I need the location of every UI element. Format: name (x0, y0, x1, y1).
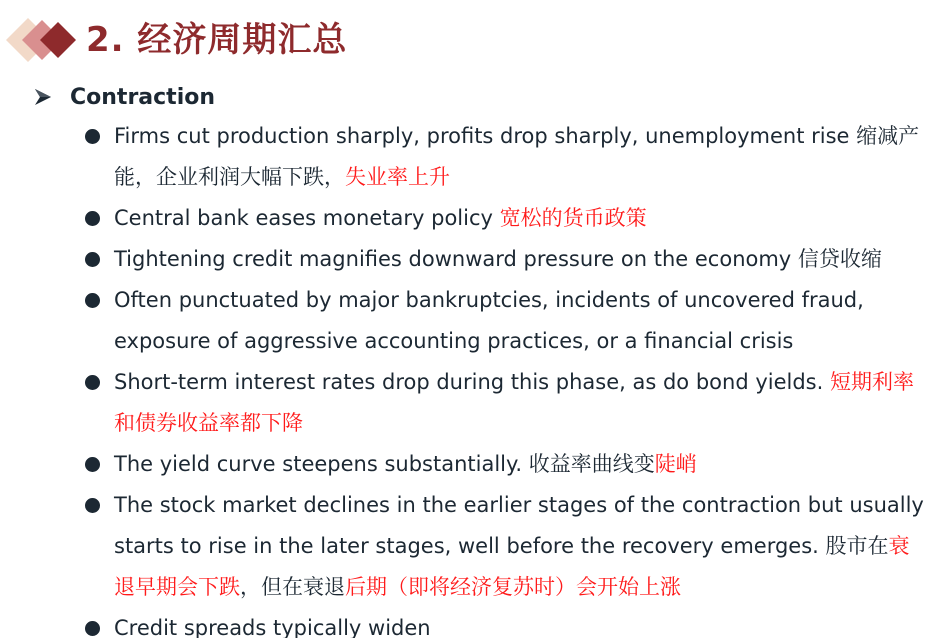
bullet-dot-icon (85, 252, 100, 267)
bullet-dot-icon (85, 293, 100, 308)
bullet-item (84, 608, 924, 638)
header (0, 8, 934, 72)
bullet-item (84, 198, 924, 239)
bullet-text (114, 288, 864, 353)
section-heading (34, 80, 215, 114)
body-text: The stock market declines in the earlier stages of the contraction but usually starts to rise in the later stages, well before the recovery emerges. 股市在 (114, 493, 924, 558)
highlight-text: 衰退早期会下跌 (114, 534, 910, 599)
bullet-dot-icon (85, 457, 100, 472)
body-text: ，但在衰退 (240, 575, 345, 599)
bullet-text (114, 206, 647, 230)
highlight-text: 短期利率和债券收益率都下降 (114, 370, 914, 435)
page-title: 2. 经济周期汇总 (86, 20, 348, 60)
section-label: Contraction (70, 84, 216, 110)
bullet-text (114, 493, 924, 599)
arrow-bullet-icon (34, 88, 52, 106)
highlight-text: 宽松的货币政策 (499, 206, 647, 230)
bullet-text (114, 616, 431, 638)
bullet-dot-icon (85, 621, 100, 636)
body-text: Often punctuated by major bankruptcies, incidents of uncovered fraud, exposure of aggressive accounting practices, or a financial crisis (114, 288, 864, 353)
body-text: Firms cut production sharply, profits drop sharply, unemployment rise 缩减产能，企业利润大幅下跌， (114, 124, 920, 189)
body-text: Central bank eases monetary policy (114, 206, 500, 230)
bullet-dot-icon (85, 211, 100, 226)
highlight-text: 失业率上升 (345, 165, 450, 189)
bullet-text (114, 452, 697, 476)
body-text: Tightening credit magnifies downward pressure on the economy 信贷收缩 (114, 247, 882, 271)
bullet-text (114, 247, 882, 271)
bullet-item (84, 239, 924, 280)
bullet-item (84, 485, 924, 608)
bullet-dot-icon (85, 129, 100, 144)
diamond-logo-icon (6, 18, 86, 62)
bullet-dot-icon (85, 498, 100, 513)
bullet-text (114, 370, 914, 435)
bullet-item (84, 362, 924, 444)
body-text: Short-term interest rates drop during this phase, as do bond yields. (114, 370, 830, 394)
highlight-text: 陡峭 (654, 452, 697, 476)
bullet-item (84, 280, 924, 362)
body-text: Credit spreads typically widen (114, 616, 431, 638)
bullet-dot-icon (85, 375, 100, 390)
bullet-text (114, 124, 919, 189)
bullet-list (84, 116, 924, 638)
bullet-item (84, 444, 924, 485)
body-text: The yield curve steepens substantially. 收益率曲线变 (114, 452, 655, 476)
bullet-item (84, 116, 924, 198)
highlight-text: 后期（即将经济复苏时）会开始上涨 (345, 575, 681, 599)
